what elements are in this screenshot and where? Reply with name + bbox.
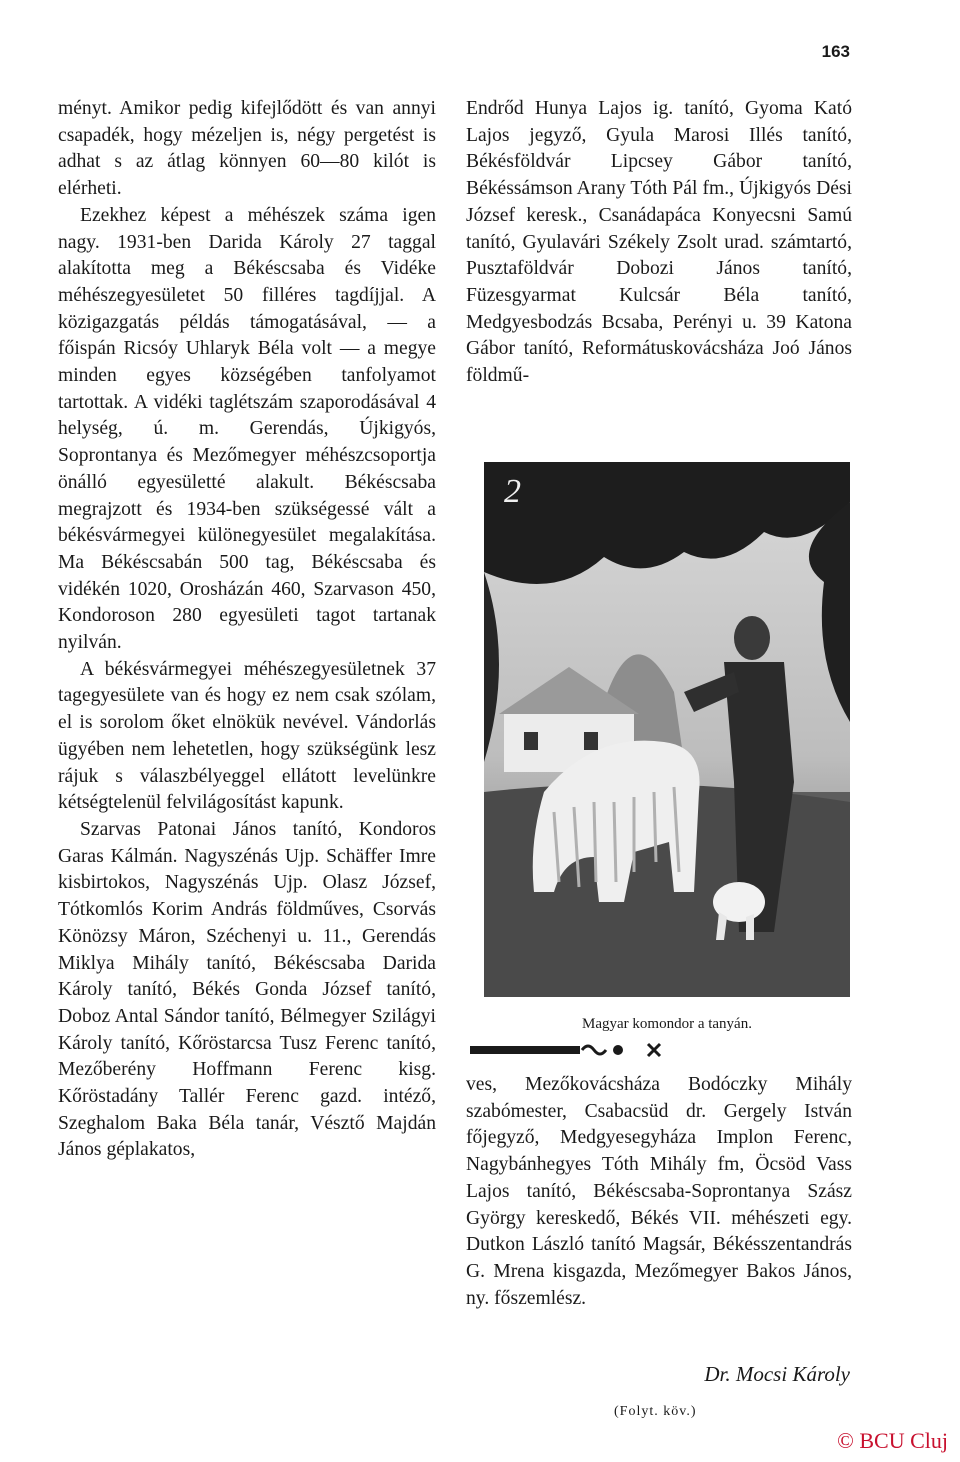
photo-block [484,462,850,1002]
member-list-top: Endrőd Hunya Lajos ig. tanító, Gyoma Kató Lajos jegyző, Gyula Marosi Illés tanító, Békésföldvár Lipcsey Gábor tanító, Békéssámson Arany Tóth Pál fm., Újkigyós Dési József keresk., Csanádapáca Konyecsni Samú tanító, Gyulavári Székely Zsolt urad. számtartó, Pusztaföldvár Dobozi János tanító, Füzesgyarmat Kulcsár Béla tanító, Medgyesbodzás Bcsaba, Perényi u. 39 Katona Gábor tanító, Reformátuskovácsháza Joó János földmű- [466,98,852,387]
paragraph-1: ményt. Amikor pedig kifejlődött és van annyi csapadék, hogy mézeljen is, négy pergetést is adhat s az átlag könnyen 60—80 kilót is elérheti. [58,98,436,200]
ornament-divider [470,1040,680,1060]
photo-number: 2 [504,473,521,510]
member-list-bottom: ves, Mezőkovácsháza Bodóczky Mihály szabómester, Csabacsüd dr. Gergely István főjegyző, Medgyesegyháza Implon Ferenc, Nagybánhegyes Tóth Mihály fm, Öcsöd Vass Lajos tanító, Békéscsaba-Soprontanya Szász György kereskedő, Békés VII. méhészeti egy. Dutkon László tanító Magsár, Békésszentandrás G. Mrena kisgazda, Mezőmegyer Bakos János, ny. főszemlész. [466,1074,852,1309]
paragraph-4: Szarvas Patonai János tanító, Kondoros Garas Kálmán. Nagyszénás Ujp. Schäffer Imre kisbirtokos, Nagyszénás Ujp. Olasz József, Tótkomlós Korim András földműves, Csorvás Könözsy Máron, Széchenyi u. 11., Gerendás Miklya Mihály tanító, Békéscsaba Darida Károly tanító, Békés Gonda József tanító, Doboz Antal Sándor tanító, Bélmegyer Szilágyi Károly tanító, Kőröstarcsa Tusz Ferenc tanító, Mezőberény Hoffmann Ferenc kisg. Kőröstadány Tallér Ferenc gazd. intéző, Szeghalom Baka Béla tanár, Vésztő Majdán János géplakatos, [58,818,436,1161]
author-signature: Dr. Mocsi Károly [704,1362,850,1386]
copyright-watermark: © BCU Cluj [837,1428,948,1453]
right-column-top [466,96,852,390]
photo-caption: Magyar komondor a tanyán. [582,1016,752,1032]
komondor-photo [484,462,850,997]
left-column [58,96,436,1164]
paragraph-2: Ezekhez képest a méhészek száma igen nagy. 1931-ben Darida Károly 27 taggal alakította meg a Békéscsaba és Vidéke méhészegyesületet 50 filléres tagdíjjal. A közigazgatás példás támogatásával, — a főispán Ricsóy Uhlaryk Béla volt — a megye minden egyes községében tanfolyamot tartottak. A vidéki taglétszám szaporodásával 4 helység, ú. m. Gerendás, Újkigyós, Soprontanya és Mezőmegyer méhészcsoportja önálló egyesületté alakult. Békéscsaba megrajzott és 1934-ben szükségessé vált a békésvármegyei különegyesület megalakítása. Ma Békéscsabán 500 tag, Békéscsaba és vidékén 1020, Orosházán 460, Szarvason 450, Kondoroson 280 egyesületi tagot tartanak nyilván. [58,204,436,654]
continued-note: (Folyt. köv.) [614,1404,697,1419]
right-column-bottom [466,1072,852,1312]
page-number: 163 [821,42,850,61]
paragraph-3: A békésvármegyei méhészegyesületnek 37 tagegyesülete van és hogy ez nem csak szólam, el is sorolom őket elnökük nevével. Vándorlás ügyében nem lehetetlen, hogy szükségünk lesz rájuk s válaszbélyeggel ellátott levelünkre kétségtelenül felvilágosítást kapunk. [58,658,436,814]
